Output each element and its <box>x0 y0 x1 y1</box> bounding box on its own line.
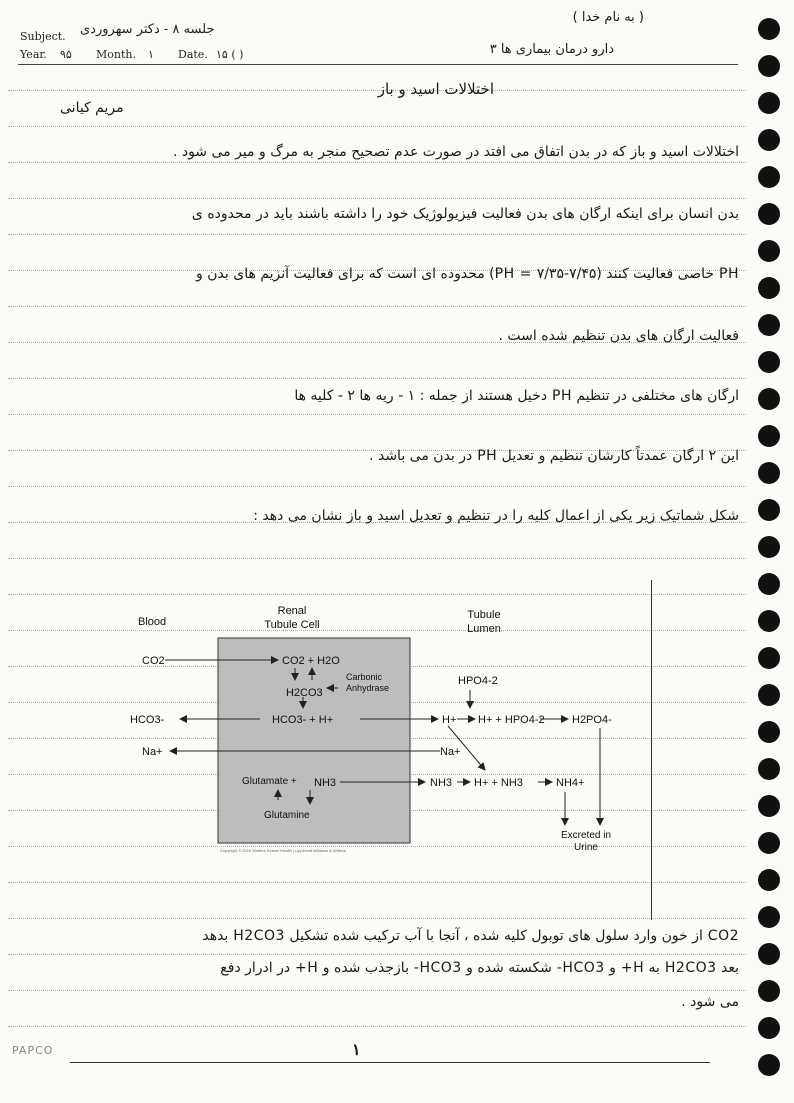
label-blood: Blood <box>138 616 167 628</box>
diagram-svg <box>120 600 650 860</box>
subject-value: جلسه ۸ - دکتر سهروردی <box>80 22 215 37</box>
label-h2po4: H2PO4- <box>572 714 612 726</box>
bottom-paragraph-2: بعد H2CO3 به H+ و HCO3- شکسته شده و HCO3- بازجذب شده و H+ در ادرار دفع <box>220 960 739 976</box>
basmala: ( به نام خدا ) <box>572 10 644 25</box>
label-tubule: Tubule <box>467 609 501 621</box>
paragraph-5: ارگان های مختلفی در تنظیم PH دخیل هستند از جمله : ۱ - ریه ها ۲ - کلیه ها <box>294 388 739 404</box>
margin-line <box>651 580 652 920</box>
label-carbonic: Carbonic <box>346 672 383 682</box>
paragraph-6: این ۲ ارگان عمدتاً کارشان تنظیم و تعدیل PH در بدن می باشد . <box>369 448 739 464</box>
month-value: ۱ <box>148 48 154 61</box>
label-na-blood: Na+ <box>142 746 163 758</box>
label-hpo4: HPO4-2 <box>458 675 498 687</box>
renal-acid-base-diagram <box>120 600 650 860</box>
paragraph-3: PH خاصی فعالیت کنند (PH = ۷/۳۵-۷/۴۵) محدوده ای است که برای فعالیت آنزیم های بدن و <box>196 266 739 282</box>
year-value: ۹۵ <box>60 48 72 61</box>
label-nh3-lumen: NH3 <box>430 777 453 789</box>
label-na-lumen: Na+ <box>440 746 461 758</box>
papco-logo: PAPCO <box>12 1044 54 1057</box>
label-renal: Renal <box>277 605 307 617</box>
month-label: Month. <box>96 48 136 61</box>
paragraph-1: اختلالات اسید و باز که در بدن اتفاق می افتد در صورت عدم تصحیح منجر به مرگ و میر می شود . <box>172 144 739 160</box>
tubule-cell-box <box>218 638 410 843</box>
footer-rule <box>70 1062 710 1063</box>
label-lumen: Lumen <box>467 623 501 635</box>
label-h-lumen: H+ <box>442 714 457 726</box>
label-co2-blood: CO2 <box>142 655 165 667</box>
label-nh3-cell: NH3 <box>314 777 337 789</box>
label-glutamate: Glutamate + <box>242 776 297 787</box>
author-name: مریم کیانی <box>60 100 124 116</box>
paragraph-7: شکل شماتیک زیر یکی از اعمال کلیه را در تنظیم و تعدیل اسید و باز نشان می دهد : <box>253 508 739 524</box>
label-excreted: Excreted in <box>560 830 612 841</box>
label-anhydrase: Anhydrase <box>346 683 390 693</box>
label-tubule-cell: Tubule Cell <box>264 619 320 631</box>
label-co2-h2o: CO2 + H2O <box>282 655 340 667</box>
course-name: دارو درمان بیماری ها ۳ <box>489 42 614 57</box>
diagram-copyright: Copyright © 2010 Wolters Kluwer Health | Lippincott Williams & Wilkins <box>220 848 346 853</box>
label-h2co3: H2CO3 <box>286 687 323 699</box>
date-label: Date. <box>178 48 208 61</box>
header-rule <box>18 64 738 65</box>
bottom-paragraph-1: CO2 از خون وارد سلول های توبول کلیه شده ، آنجا با آب ترکیب شده تشکیل H2CO3 بدهد <box>202 928 739 944</box>
binding-holes <box>748 0 788 1103</box>
subject-label: Subject. <box>20 30 66 43</box>
paragraph-2: بدن انسان برای اینکه ارگان های بدن فعالیت فیزیولوژیک خود را داشته باشند باید در محدوده ی <box>191 206 739 222</box>
year-label: Year. <box>20 48 47 61</box>
label-h-nh3: H+ + NH3 <box>474 777 523 789</box>
date-value: ۱۵ ( ) <box>216 48 244 61</box>
page-title: اختلالات اسید و باز <box>377 80 494 98</box>
label-h-hpo4: H+ + HPO4-2 <box>478 714 545 726</box>
paragraph-4: فعالیت ارگان های بدن تنظیم شده است . <box>498 328 739 344</box>
label-hco3-blood: HCO3- <box>130 714 165 726</box>
label-hco3-h: HCO3- + H+ <box>272 714 334 726</box>
label-glutamine: Glutamine <box>264 810 310 821</box>
label-nh4: NH4+ <box>556 777 585 789</box>
page-number: ۱ <box>352 1040 361 1059</box>
bottom-paragraph-3: می شود . <box>681 994 739 1010</box>
label-urine: Urine <box>574 842 598 853</box>
